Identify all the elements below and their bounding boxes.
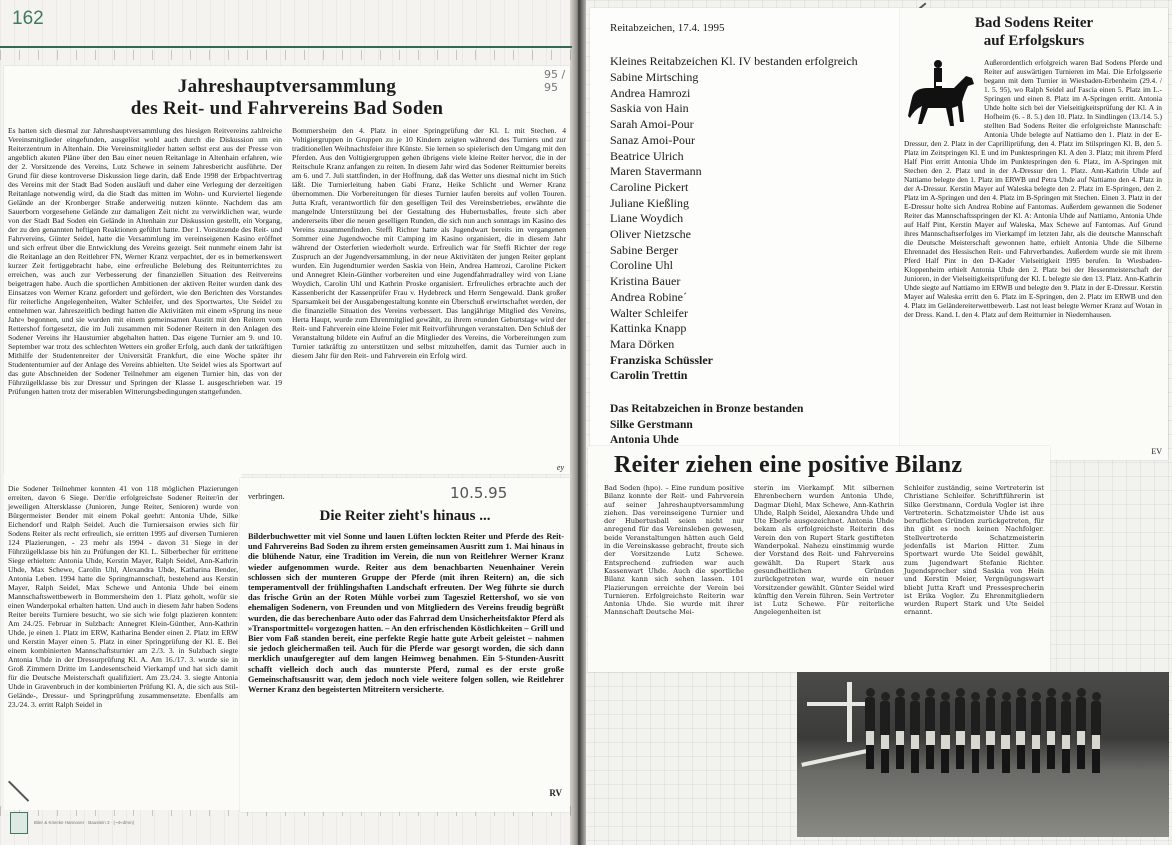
rider-figure bbox=[878, 688, 892, 774]
signature: ey bbox=[556, 463, 564, 472]
article-body: Bilderbuchwetter mit viel Sonne und lauen Lüften lockten Reiter und Pferde des Reit- und Fahrvereins Bad Soden zu ihrem ersten gemeinsamen Ausritt zum 1. Mai hinaus in die blühende Natur, eine Tradition im Verein, die nun von Reitlehrer Werner Kranz wieder aufgenommen wurde. Reiter aus dem benachbarten Neuenhainer Verein schlossen sich der munteren Gruppe der Pferde (mit ihren Reitern) an, die sich temperamentvoll der frühlingshaften Landschaft erfreuten. Der Weg führte sie durch das frische Grün an der Roten Mühle vorbei zum Tagesziel Rettershof, wo sie von ehemaligen Sodenern, von Freunden und von Mitgliedern des Vereins freudig begrüßt wurden, die das berechenbare Auto oder das Fahrrad dem Unsicherheitsfaktor Pferd als »Transportmittel« vorgezogen hatten. – An den erfrischenden Köstlichkeiten – Grill und Bier vom Faß standen bereit, eine perfekte Regie hatte gute Arbeit geleistet – nahmen sie jedoch gleichermaßen teil. Auch für die Pferde war gesorgt worden, die sich dann merklich unaufgeregter auf dem langen Heimweg benahmen. Ein 5-Stunden-Ausritt schafft vielleich doch auch das munterste Pferd, zumal es der erste große Gemeinschaftsausritt war, dem jedoch noch viele weitere folgen sollen, wie Reitlehrer Werner Kranz den begeisterten Mitreitern versicherte. bbox=[248, 532, 564, 695]
article-bilanz bbox=[588, 446, 1050, 672]
article-title bbox=[900, 14, 1168, 50]
list-item: Mara Dörken bbox=[610, 336, 675, 351]
body-text: Außerordentlich erfolgreich waren Bad Sodens Pferde und Reiter auf auswärtigen Turnieren im Mai. Die Erfolgsserie begann mit dem Turnier in Wiesbaden-Erbenheim (29.4. / 1. 5. 95), wo Ralph Seidel auf Fascia einen 5. Platz im L.-Springen und einen 8. Platz im A-Springen erritt. Antonia Uhde holte sich bei der Vielseitigkeitsprüfung der Kl. A in Hofheim (6. - 8. 5.) den 10. Platz. In Sindlingen (13./14. 5.) stellten Bad Sodens Reiter die erfolgreichste Mannschaft: Antonia Uhde belegte auf Nattiamo den 1. Platz in der E-Dressur, den 2. Platz in der Caprilliprüfung, den 4. Platz im Stilspringen Kl. B, den 5. Platz im Zeitspringen Kl. E und im Punktespringen Kl. A den 3. Platz; mit ihrem Pferd Half Pint erritt Antonia Uhde im Punktespringen den 6. Platz, im A-Springen mit Stechen den 2. Platz und in der A-Dressur den 1. Platz. Ann-Kathrin Uhde auf Nattiamo belegte den 1. Platz im ERWB und Petra Uhde auf Nattiamo den 4. Platz in der A-Dressur. Kerstin Mayer auf Waleska belegte den 2. Platz im E-Springen, den 2. Platz im A-Springen und den 4. Platz im B-Springen mit Stechen. Einen 3. Platz in der E-Dressur holte sich Andrea Robine auf Fantomas. Außerdem gewannen die Sodener Reiter das Mannschaftsspringen der Kl. A: Antonia Uhde auf Nattiamo, Antonia Uhde auf Half Pint, Kerstin Mayer auf Waleska, Max Schewe auf Fantomas. Auf Grund ihres Mannschaftserfolges im Vierkampf im letzten Jahr, als die deutsche Mannschaft die Deutsche Meisterschaft gewonnen hatte, erhielt Antonia Uhde die Silberne Ehrennadel des Hessischen Reit- und Fahrverbandes. Außerdem wurde sie mit ihrem Pferd Half Pint in den D-Kader Vielseitigkeit 1995 berufen. In Wiesbaden-Kloppenheim erhielt Antonia Uhde den 2. Platz bei der Hessenmeisterschaft der Junioren, in der Vielseitigkeitsprüfung der Kl. L belegte sie den 13. Platz. Ann-Kathrin Uhde siegte auf Nattiamo im ERWB und belegte den 9. Platz in der E-Dressur. Kerstin Mayer auf Waleska erritt den 6. Platz im E-Springen, den 2. Platz im ERWB und den 4. Platz im Geländereiterwettbewerb. Last not least belegte Werner Kranz auf Wotan in der Dress. Kand. L den 4. Platz auf dem Reitturnier in Niedernhausen. bbox=[904, 58, 1162, 319]
reitabzeichen-list bbox=[590, 8, 900, 448]
rider-figure bbox=[923, 684, 937, 774]
article-body bbox=[904, 58, 1162, 319]
list-item: Silke Gerstmann bbox=[610, 418, 693, 431]
handwritten-date: 10.5.95 bbox=[450, 484, 508, 502]
jump-pole bbox=[807, 702, 867, 706]
rider-figure bbox=[968, 688, 982, 774]
handwritten-note: 95 / 95 bbox=[544, 68, 566, 94]
list-item: Sarah Amoi-Pour bbox=[610, 117, 694, 132]
rider-figure bbox=[1074, 684, 1088, 774]
article-continuation bbox=[4, 474, 242, 810]
names-list bbox=[610, 70, 713, 384]
list-item: Sanaz Amoi-Pour bbox=[610, 132, 695, 147]
book-spine bbox=[570, 0, 586, 845]
list-item: Saskia von Hain bbox=[610, 101, 689, 116]
list-item: Coroline Uhl bbox=[610, 258, 673, 273]
list-item: Sabine Berger bbox=[610, 242, 679, 257]
rider-figure bbox=[1044, 684, 1058, 774]
rider-figure bbox=[1029, 688, 1043, 774]
rider-figure bbox=[938, 688, 952, 774]
article-body bbox=[604, 484, 1044, 617]
jump-stand bbox=[847, 682, 852, 742]
list-item: Franziska Schüssler bbox=[610, 352, 714, 367]
title-line-2: auf Erfolgskurs bbox=[983, 33, 1085, 49]
rider-figure bbox=[863, 684, 877, 774]
list-item: Juliane Kießling bbox=[610, 195, 689, 210]
column-1-text: Es hatten sich diesmal zur Jahreshauptversammlung des hiesigen Reitvereins zahlreiche Vereinsmitglieder eingefunden, ausgelöst wohl auch durch die Diskussion um ein Reiterzentrum in Altenhain. Die Vereinsmitglieder hatten selbst erst aus der Presse von angeblich akuten Pläne über den Bau einer neuen Reitanlage in Altenhain erfahren, wie der 2. Vorsitzende des Vereins, Lutz Schewe in seinem Jahresbericht ausführte. Der Grund für diese kontroverse Diskussion liege darin, daß Ende 1998 der Erbpachtvertrag des Vereins mit der Stadt Bad Soden ausläuft und daher eine Verlegung der derzeitigen Reitanlage notwendig wird, da die Stadt das mitten im Wohn- und Kurviertel liegende Gelände an der Kronberger Straße anderweitig nutzen könnte. Nachdem das am Sauerborn vorgesehene Gelände zur damaligen Zeit nicht zu verwirklichen war, wurde von der Stadt Bad Soden ein Gelände in Altenhain zur Diskussion gestellt, ein Vorgang, der zu den genannten heftigen Reaktionen geführt hatte. Der 1. Vorsitzende des Reit- und Fahrvereins, Günter Seidel, hatte die Versammlung im vereinseigenen Kasino eröffnet und sich erfreut über die Entwicklung des Vereins gezeigt. Seit nunmehr einem Jahr ist die Reitanlage an den Reitlehrer FN, Werner Kranz verpachtet, der es in bemerkenswert kurzer Zeit fertiggebracht habe, eine erfreuliche Belebung des Reitunterrichtes zu erreichen, was auch zur Verbesserung der finanziellen Situation des Reitvereins beigetragen habe. Auch die sportlichen Ambitionen der aktiven Reiter wurden dank des Einsatzes von Werner Kranz gefordert und gefördert, wie den Berichten des Vorstandes für reiterliche Angelegenheiten, Walter Schleifer, und des Sportwartes, Ute Seidel zu entnehmen war. Jahreszeitlich bedingt hatten die Aktivitäten mit einem »Sprung ins neue Jahr« begonnen, und sie wurden mit einem gemeinsamen Ausritt mit den Reitern vom Rettershof fortgesetzt, die im Juli zusammen mit Sodener Reitern in den Anlagen des Sodener Vereins ihr Hausturnier abgehalten hatten. Das eigene Turnier am 9. und 10. September war trotz des schlechten Wetters ein großer Erfolg, auch dank der tatkräftigen Mithilfe der Studentenreiter der Universität Frankfurt, die eine Woche später ihr Studententurnier auf der Anlage des Vereins abhielten. Ute Seidel wies als Sportwart auf das gute Abschneiden der Sodener Teilnehmer am eigenen Turnier hin, das von der Führzügelklasse bis zur Dressur und Springen der Klasse L ausgeschrieben war. 19 Prüfungen hatten trotz der miserablen Witterungsbedingungen stattgefunden. bbox=[8, 126, 282, 396]
horse-rider-icon bbox=[904, 58, 980, 136]
column-2-text: Bommersheim den 4. Platz in einer Springprüfung der Kl. L mit Stechen. 4 Voltigiergruppen in Gruppen zu je 10 Kindern zeigten während des Turniers und zur traditionellen Weihnachtsfeier ihre Künste. Sie lernen so spielerisch den Umgang mit den Pferden. Aus den Voltigiergruppen gehen übrigens viele kleine Reiter hervor, die in der Reitschule Kranz anfangen zu reiten. In diesem Jahr wird das Sodener Reitturnier bereits am 6. und 7. Juli stattfinden, in der Hoffnung, daß das Wetter uns diesmal nicht im Stich läßt. Die Turnierleitung haben Gabi Franz, Heike Schlicht und Werner Kranz übernommen. Die Vorbereitungen für dieses Turnier laufen bereits auf vollen Touren. Jutta Kraft, verantwortlich für den geselligen Teil des Vereinsbetriebes, erwähnte die mangelnde Unterstützung bei der Gestaltung des Hubertusballes, freute sich aber andererseits über die neuen geselligen Runden, die sich nun auch sonntags im Kasino des Vereins zusammenfinden. Steffi Richter hatte als Jugendwart bereits im vergangenen Sommer eine Jugendwoche mit Camping im Kasino organisiert, die in diesem Jahr während der Osterferien wiederholt wurde. Erfreulich war für Steffi Richter der rege Zuspruch an der Jugendversammlung, in der neue Aktivitäten der jungen Reiter geplant wurden. Ein Jugendturnier werden Saskia von Hein, Andrea Hamrozi, Caroline Pickert und Annegret Klein-Günther vorbereiten und eine Jugendfahrradralley wird von Liane Woydich, Carolin Uhl und Kathrin Proske organisiert. Erfreuliches erbrachte auch der Kassenbericht der Kassenprüfer Frau v. Hydebreck und Herrn Sengewald. Dank großer Sparsamkeit bei der Ausgabengestaltung konnte ein Überschuß erwirtschaftet werden, der die finanzielle Situation des Vereins verbessert. Das langjährige Mitglied des Vereins, Herta Haupt, wurde zum Ehrenmitglied gewählt, zu ihrem »runden Geburtstag« wird der Reit- und Fahrverein eine kleine Feier mit Reitvorführungen veranstalten. Den Schluß der Veranstaltung bildete ein Aufruf an die Mitglieder des Vereins, die Vorbereitungen zum Turnier tatkräftig zu unterstützen und selbst mitzuhelfen, damit das Turnier auch in diesem Jahr für den Reit- und Fahrverein ein Erfolg wird. bbox=[292, 126, 566, 360]
preface-text: verbringen. bbox=[248, 492, 285, 501]
list-item: Carolin Trettin bbox=[610, 368, 688, 383]
title-line-2: des Reit- und Fahrvereins Bad Soden bbox=[130, 98, 444, 119]
article-erfolgskurs bbox=[900, 8, 1168, 460]
ground-pole bbox=[801, 749, 866, 767]
column-2-text: sterin im Vierkampf. Mit silbernen Ehrenbechern wurden Antonia Uhde, Dagmar Diehl, Max Schewe, Ann-Kathrin Uhde, Ralph Seidel, Alexandra Uhde und Ute Eberle ausgezeichnet. Antonia Uhde bekam als erfolgreichste Reiterin des Verein den von Rupert Stark gestifteten Wanderpokal. Nahezu einstimmig wurde der Vorstand des Reit- und Fahrvereins gewählt. Da Rupert Stark aus gesundheitlichen Gründen zurückgetreten war, wurde ein neuer Vorsitzender gewählt. Günter Seidel wird künftig den Verein führen. Sein Vertreter ist Lutz Schewe. Für reiterliche Angelegenheiten ist bbox=[754, 484, 894, 617]
rider-figure bbox=[1089, 688, 1103, 774]
article-jahreshauptversammlung bbox=[4, 66, 570, 474]
rider-figure bbox=[893, 684, 907, 774]
article-title: Reiter ziehen eine positive Bilanz bbox=[614, 452, 963, 478]
list-item: Sabine Mirtsching bbox=[610, 70, 699, 84]
article-ausritt bbox=[240, 478, 570, 812]
list-item: Oliver Nietzsche bbox=[610, 227, 691, 242]
header-rule bbox=[0, 46, 572, 48]
rider-figure bbox=[984, 684, 998, 774]
list-item: Kristina Bauer bbox=[610, 274, 681, 289]
list-item: Kattinka Knapp bbox=[610, 321, 687, 336]
list-heading: Reitabzeichen, 17.4. 1995 bbox=[610, 22, 725, 34]
rider-figure bbox=[908, 688, 922, 774]
continuation-text: Die Sodener Teilnehmer konnten 41 von 118 möglichen Plazierungen erreiten, davon 6 Siege. Der/die erfolgreichste Sodener Reiter/in der jeweiligen Altersklasse (Junioren, Junge Reiter, Senioren) wurde von Bürgermeister Bender mit einem Pokal geehrt: Antonia Uhde, Silke Eichendorf und Ralph Seidel. Auch die Turniersaison erwies sich für Sodens Reiter als recht erfreulich, sie erritten 1995 auf diversen Turnieren 124 Plazierungen, - 23 mehr als 1994 - davon 31 Siege in der Führzügelklasse bis hin zu Prüfungen der Kl. L. Silberbecher für errittene Siege erhielten: Antonia Uhde, Kerstin Mayer, Ralph Seidel, Ann-Kathrin Uhde, Max Schewe, Carolin Uhl, Alexandra Uhde, Katharina Bender, Antonia Leben. 1994 hatte die Springmannschaft, bestehend aus Kerstin Mayer, Ralph Seidel, Max Schewe und Antonia Uhde bei einem Mannschaftswettbewerb in Bommersheim den 1. Platz geholt, wofür sie einen Wanderpokal erhalten hatten. Und auch in diesem Jahr haben Sodens Reiter bereits Turniere besucht, wo sie sich wie folgt plazieren konnten: Am 24./25. Februar in Sulzbach: Annegret Klein-Günther, Ann-Kathrin Uhde, je einen 1. Platz im ERW, Katharina Bender einen 2. Platz im ERW und Kerstin Mayer einen 5. Platz in einer Springprüfung der Kl. E. Bei einem kombinierten Mannschaftsturnier am 2./3. 3. in Sulzbach siegte Antonia Uhde in der Dressurprüfung Kl. A. Am 16./17. 3. wurde sie in Groß Zimmern Dritte im Landesentscheid Vierkampf und hat sich damit für die Deutsche Meisterschaft qualifiziert. Am 23./24. 3. siegte Antonia Uhde in Gravenbruch in der kombinierten Prüfung Kl. A, die sich aus Stil-Gelände-, Dressur- und Springprüfung zusammensetzte. Ebenfalls am 23./24. 3. erritt Ralph Seidel in bbox=[8, 483, 238, 709]
page-number: 162 bbox=[12, 8, 44, 29]
article-title bbox=[4, 76, 570, 120]
top-ruler bbox=[0, 50, 572, 60]
signature: RV bbox=[549, 788, 562, 798]
article-title: Die Reiter zieht's hinaus ... bbox=[319, 508, 491, 524]
title-line-1: Jahreshauptversammlung bbox=[177, 76, 397, 97]
list-item: Antonia Uhde bbox=[610, 434, 679, 446]
bronze-heading: Das Reitabzeichen in Bronze bestanden bbox=[610, 403, 804, 415]
horse-rider-illustration bbox=[904, 58, 984, 138]
list-item: Walter Schleifer bbox=[610, 305, 688, 320]
column-1-text: Bad Soden (hpo). – Eine rundum positive Bilanz konnte der Reit- und Fahrverein auf seiner Jahreshauptversammlung ziehen. Das vereinseigene Turnier und der Hubertusball seien nicht nur anregend für das Vereinsleben gewesen, beide Veranstaltungen hätten auch Geld in die Vereinskasse gebracht, freute sich der Vorsitzende Lutz Schewe. Entsprechend zufrieden war auch Kassenwart Uhde. Auch die sportliche Bilanz kann sich sehen lassen. 101 Plazierungen erreichte der Verein bei Turnieren. Erfolgreichste Reiterin war Antonia Uhde. Sie wurde mit ihrer Mannschaft Deutsche Mei- bbox=[604, 484, 744, 617]
group-photo bbox=[797, 672, 1169, 837]
footer-text: Biler & Kriecke Hannover · Baustein 3 · (~4«dmm) bbox=[34, 820, 135, 825]
bronze-section bbox=[610, 402, 803, 449]
rider-group bbox=[863, 684, 1103, 774]
list-item: Andrea Hamrozi bbox=[610, 85, 691, 100]
column-3-text: Schleifer zuständig, seine Vertreterin ist Christiane Schleifer. Schriftführerin ist Silke Gerstmann, Cordula Vogler ist ihre Vertreterin. Schatzmeister Uhde ist aus beruflichen Gründen zurückgetreten, für ihn gibt es noch keinen Nachfolger. Stellvertreterde Schatzmeisterin jedenfalls ist Marion Hitter. Zum Sportwart wurde Ute Seidel gewählt, zum Jugendwart Stefanie Richter. Jugendsprecher sind Saskia von Hein und Kerstin Meier, Vergnügungswart bliebt Jutta Kraft und Pressesprecherin ist Erika Vogler. Zu Ehrenmitgliedern wurden Rupert Stark und Ute Seidel ernannt. bbox=[904, 484, 1044, 617]
list-item: Caroline Pickert bbox=[610, 179, 689, 194]
publisher-logo-icon bbox=[10, 812, 28, 834]
rider-figure bbox=[1014, 684, 1028, 774]
list-item: Liane Woydich bbox=[610, 211, 684, 226]
list-item: Andrea Robine´ bbox=[610, 289, 687, 304]
title-line-1: Bad Sodens Reiter bbox=[974, 15, 1094, 31]
list-item: Beatrice Ulrich bbox=[610, 148, 684, 163]
rider-figure bbox=[1059, 688, 1073, 774]
list-subheading: Kleines Reitabzeichen Kl. IV bestanden erfolgreich bbox=[610, 54, 858, 68]
rider-figure bbox=[953, 684, 967, 774]
rider-figure bbox=[999, 688, 1013, 774]
list-item: Maren Stavermann bbox=[610, 164, 702, 179]
article-body bbox=[8, 126, 566, 396]
signature: EV bbox=[1151, 447, 1162, 456]
